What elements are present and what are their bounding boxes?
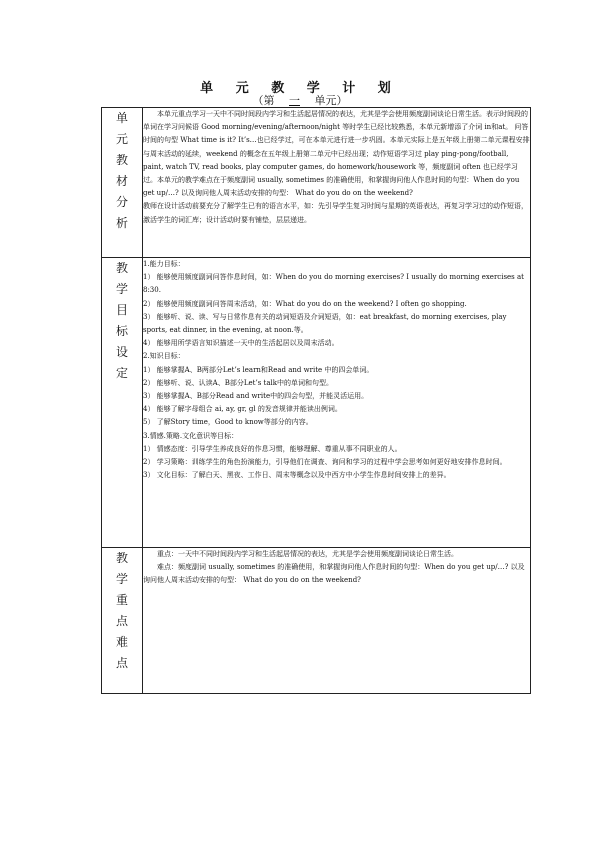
teaching-objectives-content [143, 258, 531, 548]
label-char: 教 [115, 261, 128, 275]
objective-line: 3） 文化目标：了解白天、黑夜、工作日、周末等概念以及中西方中小学生作息时间安排上的差异。 [143, 471, 451, 480]
unit-subtitle [0, 92, 600, 108]
row-teaching-objectives [102, 258, 531, 548]
page-title: 单 元 教 学 计 划 [200, 81, 400, 96]
objective-line: 4） 能够用所学语言知识描述一天中的生活起居以及周末活动。 [143, 339, 339, 348]
label-char: 分 [115, 195, 128, 209]
label-char: 点 [115, 614, 128, 628]
objective-line: 1） 情感态度：引导学生养成良好的作息习惯，能够理解、尊重从事不同职业的人。 [143, 444, 402, 453]
label-char: 重 [115, 593, 128, 607]
label-char: 学 [115, 572, 128, 586]
objective-line: 3） 能够听、说、读、写与日常作息有关的动词短语及介词短语，如：eat breakfast, do morning exercises, play sports, eat dinner, in the evening, at noon.等。 [143, 312, 507, 335]
label-char: 材 [115, 174, 128, 188]
objective-line: 2） 学习策略：训练学生的角色扮演能力，引导他们在调查、询问和学习的过程中学会思考如何更好地安排作息时间。 [143, 458, 507, 467]
textbook-analysis-content [143, 108, 531, 258]
objective-line: 2.知识目标： [143, 352, 185, 361]
label-char: 教 [115, 153, 128, 167]
label-char: 学 [115, 282, 128, 296]
analysis-paragraph: 本单元重点学习一天中不同时间段内学习和生活起居情况的表达，尤其是学会使用频度副词谈论日常生活。表示时间段的单词在学习问候语 Good morning/evening/afternoon/night 等时学生已经比较熟悉，本单元新增添了介词 in和at。 问答时间的句型 What time is it? It’s…也已经学过，可在本单元进行进一步巩固。本单元实际上是五年级上册第二单元课程安排与周末活动的延续，weekend 的概念在五年级上册第二单元中已经出现；动作短语学习过 play ping-pong/football, paint, watch TV, read books, play computer games, do homework/housework 等，频度副词 often 也已经学习过。本单元的教学难点在于频度副词 usually, sometimes 的准确使用，和掌握询问他人作息时间的句型：When do you get up/…? 以及询问他人周末活动安排的句型： What do you do on the weekend? [143, 110, 530, 198]
objective-line: 3） 能够掌握A、B部分Read and write中的四会句型，并能灵活运用。 [143, 392, 369, 401]
label-char: 析 [115, 216, 128, 230]
label-textbook-analysis [102, 108, 143, 258]
unit-plan-table [101, 107, 531, 694]
objective-line: 1） 能够掌握A、B两部分Let’s learn和Read and write 中的四会单词。 [143, 365, 374, 374]
analysis-paragraph: 教师在设计活动前要充分了解学生已有的语言水平，如：先引导学生复习时间与星期的英语表达，再复习学习过的动作短语，激活学生的词汇库；设计活动时要有铺垫，层层递进。 [143, 202, 528, 224]
label-char: 设 [115, 345, 128, 359]
objective-line: 1.能力目标： [143, 260, 185, 268]
subtitle-suffix: 单元） [314, 94, 348, 107]
label-char: 标 [115, 324, 128, 338]
label-teaching-objectives [102, 258, 143, 548]
label-char: 定 [115, 366, 128, 380]
label-char: 教 [115, 551, 128, 565]
unit-number: 一 [289, 94, 300, 107]
objective-line: 4） 能够了解字母组合 ai, ay, gr, gl 的发音规律并能读出例词。 [143, 405, 342, 414]
label-char: 点 [115, 656, 128, 670]
row-key-points [102, 548, 531, 694]
objective-line: 5） 了解Story time，Good to know等部分的内容。 [143, 418, 313, 427]
objective-line: 3.情感.策略.文化意识等目标： [143, 431, 239, 440]
objective-line: 1） 能够使用频度副词问答作息时间，如：When do you do morning exercises? I usually do morning exercises at 8:30. [143, 273, 524, 295]
label-char: 难 [115, 635, 128, 649]
row-textbook-analysis [102, 108, 531, 258]
label-char: 元 [115, 132, 128, 146]
label-key-points [102, 548, 143, 694]
difficult-point-paragraph: 难点：频度副词 usually, sometimes 的准确使用，和掌握询问他人作息时间的句型：When do you get up/…? 以及询问他人周末活动安排的句型： What do you do on the weekend? [143, 563, 525, 585]
subtitle-prefix: （第 [252, 94, 275, 107]
label-char: 目 [115, 303, 128, 317]
objective-line: 2） 能够听、说、认读A、B部分Let’s talk中的单词和句型。 [143, 378, 333, 387]
label-char: 单 [115, 111, 128, 125]
key-points-content [143, 548, 531, 694]
objective-line: 2） 能够使用频度副词问答周末活动，如：What do you do on the weekend? I often go shopping. [143, 299, 467, 308]
key-point-paragraph: 重点：一天中不同时间段内学习和生活起居情况的表达，尤其是学会使用频度副词谈论日常生活。 [157, 550, 458, 558]
